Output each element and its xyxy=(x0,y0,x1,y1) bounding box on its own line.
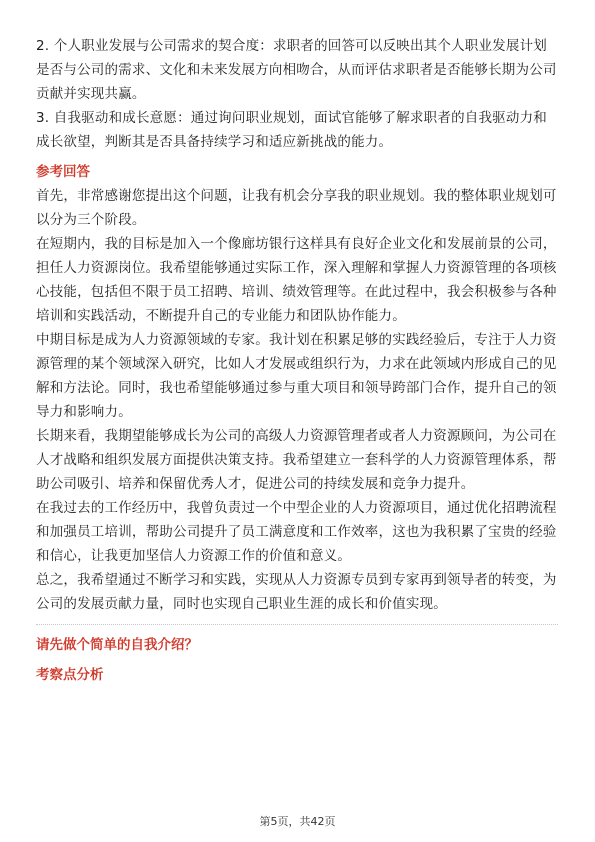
analysis-heading: 考察点分析 xyxy=(36,667,104,683)
answer-paragraph: 首先，非常感谢您提出这个问题，让我有机会分享我的职业规划。我的整体职业规划可以分为三个阶段。 xyxy=(36,188,557,228)
page-footer: 第5页，共42页 xyxy=(259,815,336,828)
answer-heading: 参考回答 xyxy=(36,164,90,180)
question-heading: 请先做个简单的自我介绍？ xyxy=(36,637,198,653)
answer-paragraph: 在我过去的工作经历中，我曾负责过一个中型企业的人力资源项目，通过优化招聘流程和加强员工培训，帮助公司提升了员工满意度和工作效率，这也为我积累了宝贵的经验和信心，让我更加坚信人力资源工作的价值和意义。 xyxy=(36,500,557,564)
answer-paragraph: 中期目标是成为人力资源领域的专家。我计划在积累足够的实践经验后，专注于人力资源管理的某个领域深入研究，比如人才发展或组织行为，力求在此领域内形成自己的见解和方法论。同时，我也希望能够通过参与重大项目和领导跨部门合作，提升自己的领导力和影响力。 xyxy=(36,332,557,420)
criterion-item: 3. 自我驱动和成长意愿：通过询问职业规划，面试官能够了解求职者的自我驱动力和成长欲望，判断其是否具备持续学习和适应新挑战的能力。 xyxy=(36,110,547,150)
section-divider xyxy=(36,624,558,625)
answer-paragraph: 总之，我希望通过不断学习和实践，实现从人力资源专员到专家再到领导者的转变，为公司的发展贡献力量，同时也实现自己职业生涯的成长和价值实现。 xyxy=(36,572,557,612)
answer-paragraph: 在短期内，我的目标是加入一个像廊坊银行这样具有良好企业文化和发展前景的公司，担任人力资源岗位。我希望能够通过实际工作，深入理解和掌握人力资源管理的各项核心技能，包括但不限于员工招聘、培训、绩效管理等。在此过程中，我会积极参与各种培训和实践活动，不断提升自己的专业能力和团队协作能力。 xyxy=(36,236,557,324)
criterion-item: 2. 个人职业发展与公司需求的契合度：求职者的回答可以反映出其个人职业发展计划是否与公司的需求、文化和未来发展方向相吻合，从而评估求职者是否能够长期为公司贡献并实现共赢。 xyxy=(36,38,557,102)
page-content xyxy=(36,34,558,687)
answer-paragraph: 长期来看，我期望能够成长为公司的高级人力资源管理者或者人力资源顾问，为公司在人才战略和组织发展方面提供决策支持。我希望建立一套科学的人力资源管理体系，帮助公司吸引、培养和保留优秀人才，促进公司的持续发展和竞争力提升。 xyxy=(36,428,557,492)
